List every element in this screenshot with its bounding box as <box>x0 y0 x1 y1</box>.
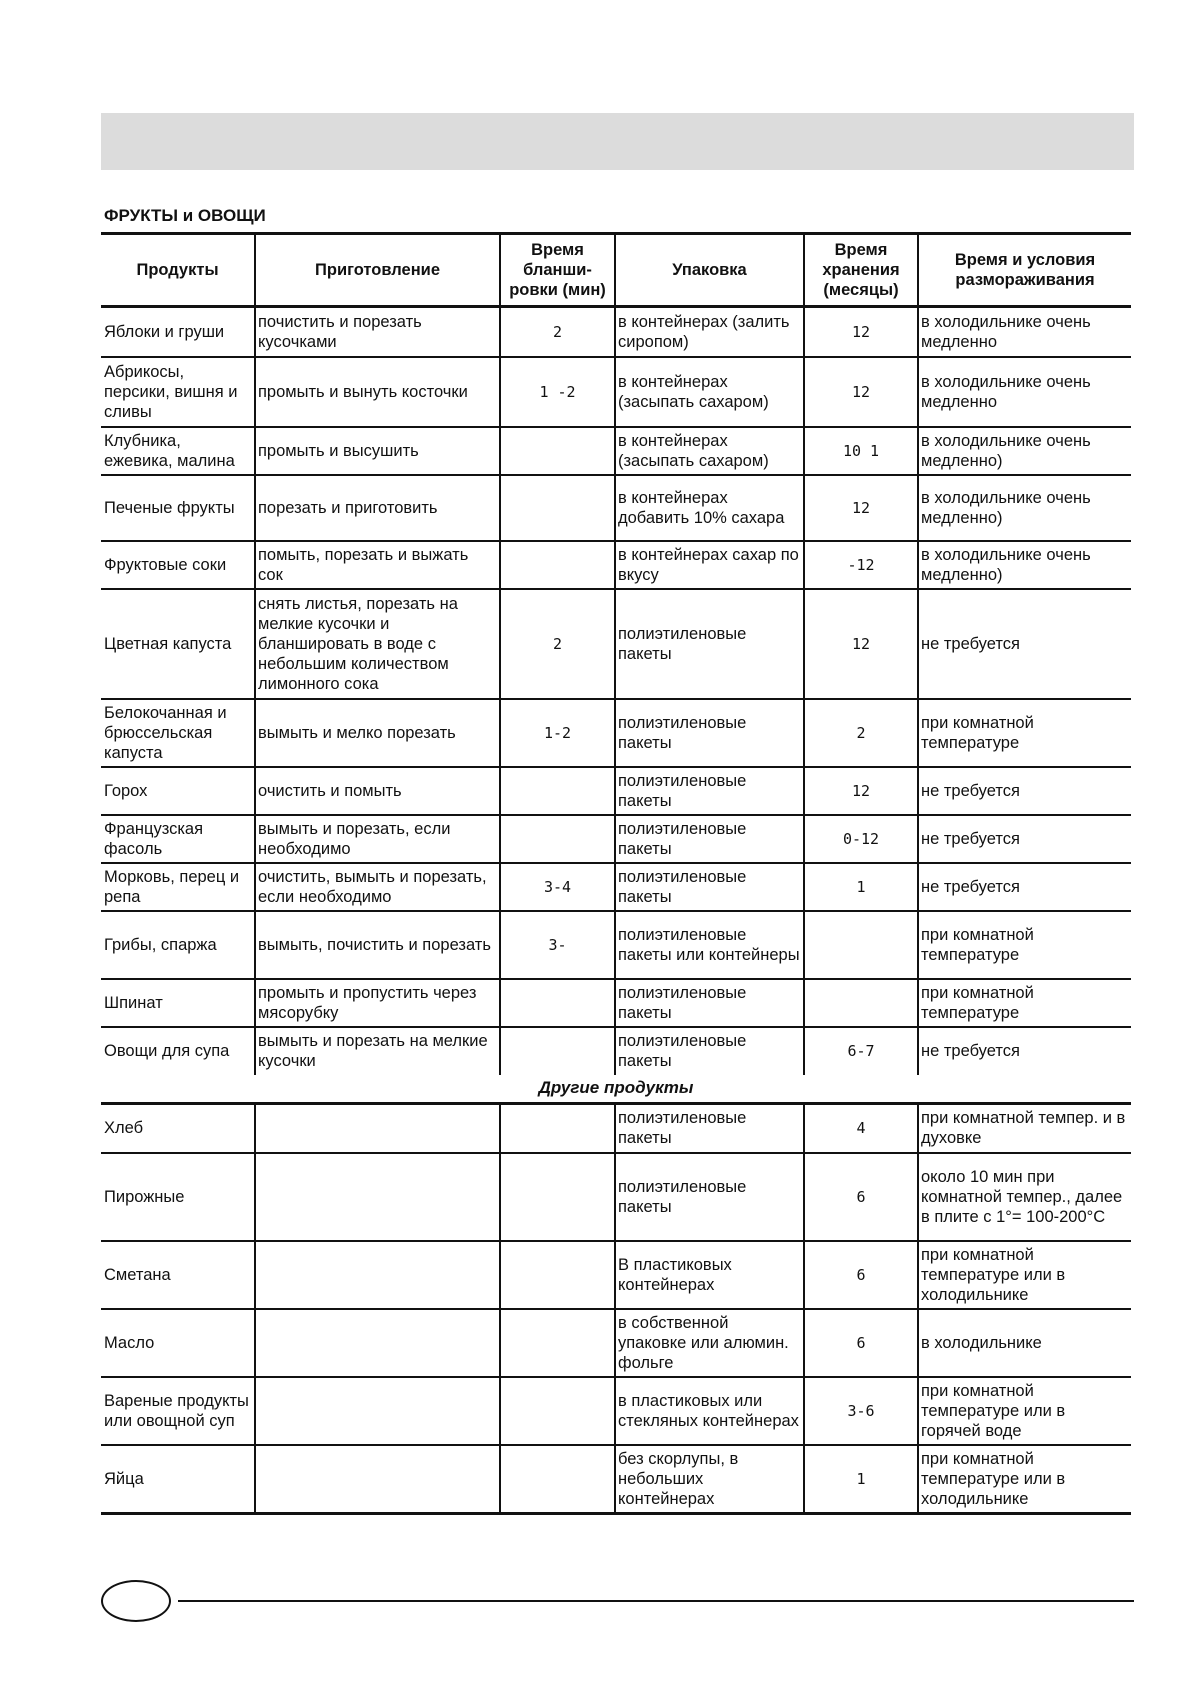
storage-cell <box>804 979 918 1027</box>
blanching-cell <box>500 1103 615 1153</box>
storage-cell: 12 <box>804 589 918 699</box>
product-cell: Вареные продукты или овощной суп <box>101 1377 255 1445</box>
thawing-cell: при комнатной темпер. и в духовке <box>918 1103 1131 1153</box>
blanching-cell <box>500 979 615 1027</box>
preparation-cell: вымыть, почистить и порезать <box>255 911 500 979</box>
thawing-cell: не требуется <box>918 863 1131 911</box>
packaging-cell: в пластиковых или стекляных контейнерах <box>615 1377 804 1445</box>
preparation-cell <box>255 1445 500 1513</box>
table-row <box>101 863 1131 911</box>
packaging-cell: полиэтиленовые пакеты <box>615 863 804 911</box>
table-row <box>101 911 1131 979</box>
thawing-cell: в холодильнике очень медленно) <box>918 541 1131 589</box>
packaging-cell: полиэтиленовые пакеты <box>615 1027 804 1075</box>
preparation-cell: вымыть и порезать, если необходимо <box>255 815 500 863</box>
table-row <box>101 357 1131 427</box>
blanching-cell: 1 -2 <box>500 357 615 427</box>
storage-cell: 1 <box>804 863 918 911</box>
blanching-cell <box>500 767 615 815</box>
freezing-table <box>101 232 1131 1515</box>
preparation-cell <box>255 1309 500 1377</box>
packaging-cell: в контейнерах (засыпать сахаром) <box>615 427 804 475</box>
thawing-cell: не требуется <box>918 815 1131 863</box>
product-cell: Масло <box>101 1309 255 1377</box>
storage-cell: 6 <box>804 1309 918 1377</box>
packaging-cell: полиэтиленовые пакеты <box>615 699 804 767</box>
preparation-cell: помыть, порезать и выжать сок <box>255 541 500 589</box>
product-cell: Фруктовые соки <box>101 541 255 589</box>
product-cell: Морковь, перец и репа <box>101 863 255 911</box>
product-cell: Грибы, спаржа <box>101 911 255 979</box>
product-cell: Сметана <box>101 1241 255 1309</box>
packaging-cell: В пластиковых контейнерах <box>615 1241 804 1309</box>
blanching-cell: 2 <box>500 589 615 699</box>
thawing-cell: при комнатной температуре или в холодильнике <box>918 1241 1131 1309</box>
other-products-title: Другие продукты <box>101 1075 1131 1104</box>
blanching-cell <box>500 1309 615 1377</box>
storage-cell: 12 <box>804 475 918 541</box>
header-packaging: Упаковка <box>615 234 804 307</box>
blanching-cell <box>500 1241 615 1309</box>
header-blanching-time: Время бланши-ровки (мин) <box>500 234 615 307</box>
thawing-cell: не требуется <box>918 1027 1131 1075</box>
blanching-cell <box>500 815 615 863</box>
product-cell: Шпинат <box>101 979 255 1027</box>
product-cell: Овощи для супа <box>101 1027 255 1075</box>
header-thawing: Время и условия размораживания <box>918 234 1131 307</box>
preparation-cell: почистить и порезать кусочками <box>255 307 500 357</box>
thawing-cell: в холодильнике очень медленно) <box>918 427 1131 475</box>
packaging-cell: в собственной упаковке или алюмин. фольге <box>615 1309 804 1377</box>
preparation-cell: порезать и приготовить <box>255 475 500 541</box>
table-row <box>101 427 1131 475</box>
table-row <box>101 815 1131 863</box>
packaging-cell: полиэтиленовые пакеты <box>615 589 804 699</box>
storage-cell: 3-6 <box>804 1377 918 1445</box>
blanching-cell <box>500 475 615 541</box>
header-product: Продукты <box>101 234 255 307</box>
blanching-cell <box>500 1153 615 1241</box>
packaging-cell: полиэтиленовые пакеты <box>615 1103 804 1153</box>
packaging-cell: полиэтиленовые пакеты <box>615 815 804 863</box>
other-products-rows <box>101 1075 1131 1514</box>
header-banner <box>101 113 1134 170</box>
preparation-cell: промыть и вынуть косточки <box>255 357 500 427</box>
thawing-cell: в холодильнике <box>918 1309 1131 1377</box>
packaging-cell: в контейнерах сахар по вкусу <box>615 541 804 589</box>
product-cell: Пирожные <box>101 1153 255 1241</box>
preparation-cell: промыть и высушить <box>255 427 500 475</box>
thawing-cell: в холодильнике очень медленно <box>918 357 1131 427</box>
storage-cell: 12 <box>804 767 918 815</box>
storage-cell: 6 <box>804 1241 918 1309</box>
product-cell: Печеные фрукты <box>101 475 255 541</box>
table-row <box>101 1241 1131 1309</box>
thawing-cell: не требуется <box>918 589 1131 699</box>
table-row <box>101 1445 1131 1513</box>
product-cell: Яблоки и груши <box>104 322 225 341</box>
preparation-cell <box>255 1103 500 1153</box>
product-cell: Горох <box>101 767 255 815</box>
table-row <box>101 767 1131 815</box>
storage-cell <box>804 911 918 979</box>
storage-cell: 12 <box>804 307 918 357</box>
preparation-cell: вымыть и мелко порезать <box>255 699 500 767</box>
thawing-cell: при комнатной температуре <box>918 979 1131 1027</box>
storage-cell: 10 1 <box>804 427 918 475</box>
table-row <box>101 589 1131 699</box>
packaging-cell: в контейнерах добавить 10% сахара <box>615 475 804 541</box>
blanching-cell <box>500 541 615 589</box>
packaging-cell: полиэтиленовые пакеты или контейнеры <box>615 911 804 979</box>
storage-cell: 6 <box>804 1153 918 1241</box>
storage-cell: 12 <box>804 357 918 427</box>
thawing-cell: не требуется <box>918 767 1131 815</box>
product-cell: Цветная капуста <box>101 589 255 699</box>
fruit-vegetable-rows <box>101 307 1131 1075</box>
packaging-cell: полиэтиленовые пакеты <box>615 767 804 815</box>
thawing-cell: при комнатной температуре <box>918 699 1131 767</box>
blanching-cell: 2 <box>500 307 615 357</box>
packaging-cell: в контейнерах (засыпать сахаром) <box>615 357 804 427</box>
storage-cell: 1 <box>804 1445 918 1513</box>
product-cell: Белокочанная и брюссельская капуста <box>101 699 255 767</box>
packaging-cell: полиэтиленовые пакеты <box>615 979 804 1027</box>
footer-rule <box>178 1600 1134 1602</box>
table-row <box>101 475 1131 541</box>
thawing-cell: при комнатной температуре или в холодильнике <box>918 1445 1131 1513</box>
table-row <box>101 1153 1131 1241</box>
product-cell: Абрикосы, персики, вишня и сливы <box>101 357 255 427</box>
thawing-cell: в холодильнике очень медленно <box>918 307 1131 357</box>
table-row <box>101 699 1131 767</box>
preparation-cell <box>255 1241 500 1309</box>
section-title: ФРУКТЫ и ОВОЩИ <box>104 206 266 225</box>
thawing-cell: при комнатной температуре <box>918 911 1131 979</box>
storage-cell: 4 <box>804 1103 918 1153</box>
header-preparation: Приготовление <box>255 234 500 307</box>
storage-cell: -12 <box>804 541 918 589</box>
packaging-cell: без скорлупы, в небольших контейнерах <box>615 1445 804 1513</box>
blanching-cell: 3-4 <box>500 863 615 911</box>
preparation-cell <box>255 1153 500 1241</box>
preparation-cell: очистить, вымыть и порезать, если необходимо <box>255 863 500 911</box>
table-row <box>101 541 1131 589</box>
table-row <box>101 1103 1131 1153</box>
preparation-cell <box>255 1377 500 1445</box>
storage-cell: 0-12 <box>804 815 918 863</box>
blanching-cell <box>500 427 615 475</box>
blanching-cell: 3- <box>500 911 615 979</box>
preparation-cell: очистить и помыть <box>255 767 500 815</box>
table-row <box>101 1377 1131 1445</box>
packaging-cell: полиэтиленовые пакеты <box>615 1153 804 1241</box>
preparation-cell: промыть и пропустить через мясорубку <box>255 979 500 1027</box>
blanching-cell <box>500 1445 615 1513</box>
blanching-cell: 1-2 <box>500 699 615 767</box>
other-products-separator <box>101 1075 1131 1104</box>
table-row <box>101 1027 1131 1075</box>
product-cell: Яйца <box>101 1445 255 1513</box>
preparation-cell: вымыть и порезать на мелкие кусочки <box>255 1027 500 1075</box>
table-row <box>101 1309 1131 1377</box>
storage-cell: 6-7 <box>804 1027 918 1075</box>
packaging-cell: в контейнерах (залить сиропом) <box>615 307 804 357</box>
preparation-cell: снять листья, порезать на мелкие кусочки и бланшировать в воде с небольшим количеством лимонного сока <box>255 589 500 699</box>
table-row <box>101 979 1131 1027</box>
page-number-oval <box>101 1580 171 1622</box>
product-cell: Хлеб <box>104 1119 144 1138</box>
product-cell: Французская фасоль <box>101 815 255 863</box>
blanching-cell <box>500 1377 615 1445</box>
blanching-cell <box>500 1027 615 1075</box>
table-header-row <box>101 234 1131 307</box>
thawing-cell: в холодильнике очень медленно) <box>918 475 1131 541</box>
thawing-cell: при комнатной температуре или в горячей воде <box>918 1377 1131 1445</box>
product-cell: Клубника, ежевика, малина <box>101 427 255 475</box>
storage-cell: 2 <box>804 699 918 767</box>
header-storage-time: Время хранения (месяцы) <box>804 234 918 307</box>
thawing-cell: около 10 мин при комнатной темпер., далее в плите с 1°= 100-200°C <box>918 1153 1131 1241</box>
table-row <box>101 307 1131 357</box>
